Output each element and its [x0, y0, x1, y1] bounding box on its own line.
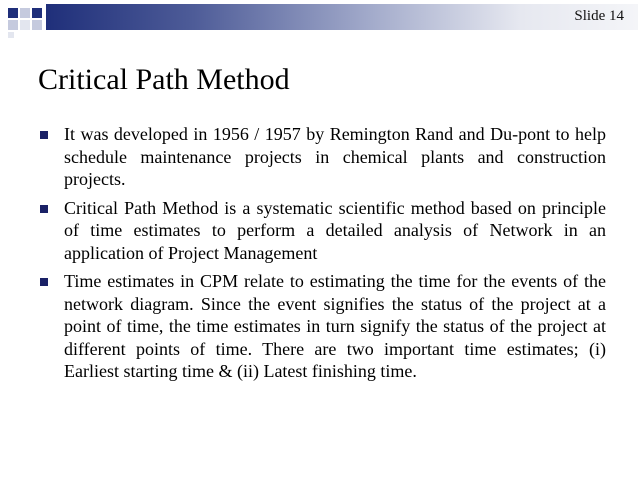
bullet-item: [28, 123, 606, 191]
bullet-item: [28, 197, 606, 265]
header-gradient-band: [46, 4, 638, 30]
slide-number: Slide 14: [574, 8, 624, 24]
bullet-text: It was developed in 1956 / 1957 by Remington Rand and Du-pont to help schedule maintenance projects in chemical plants and construction projects.: [64, 124, 606, 189]
square-bullet-icon: [40, 205, 48, 213]
bullet-text: Time estimates in CPM relate to estimating the time for the events of the network diagram. Since the event signifies the status of the project at a point of time, the time estimates in turn signify the status of the project at different points of time. There are two important time estimates; (i) Earliest starting time & (ii) Latest finishing time.: [64, 271, 606, 381]
bullet-item: [28, 270, 606, 383]
square-bullet-icon: [40, 131, 48, 139]
bullet-list: [28, 123, 606, 389]
header-bar: [0, 0, 638, 38]
slide-title: Critical Path Method: [38, 63, 290, 96]
bullet-text: Critical Path Method is a systematic scientific method based on principle of time estimates to perform a detailed analysis of Network in an application of Project Management: [64, 197, 606, 263]
square-bullet-icon: [40, 278, 48, 286]
